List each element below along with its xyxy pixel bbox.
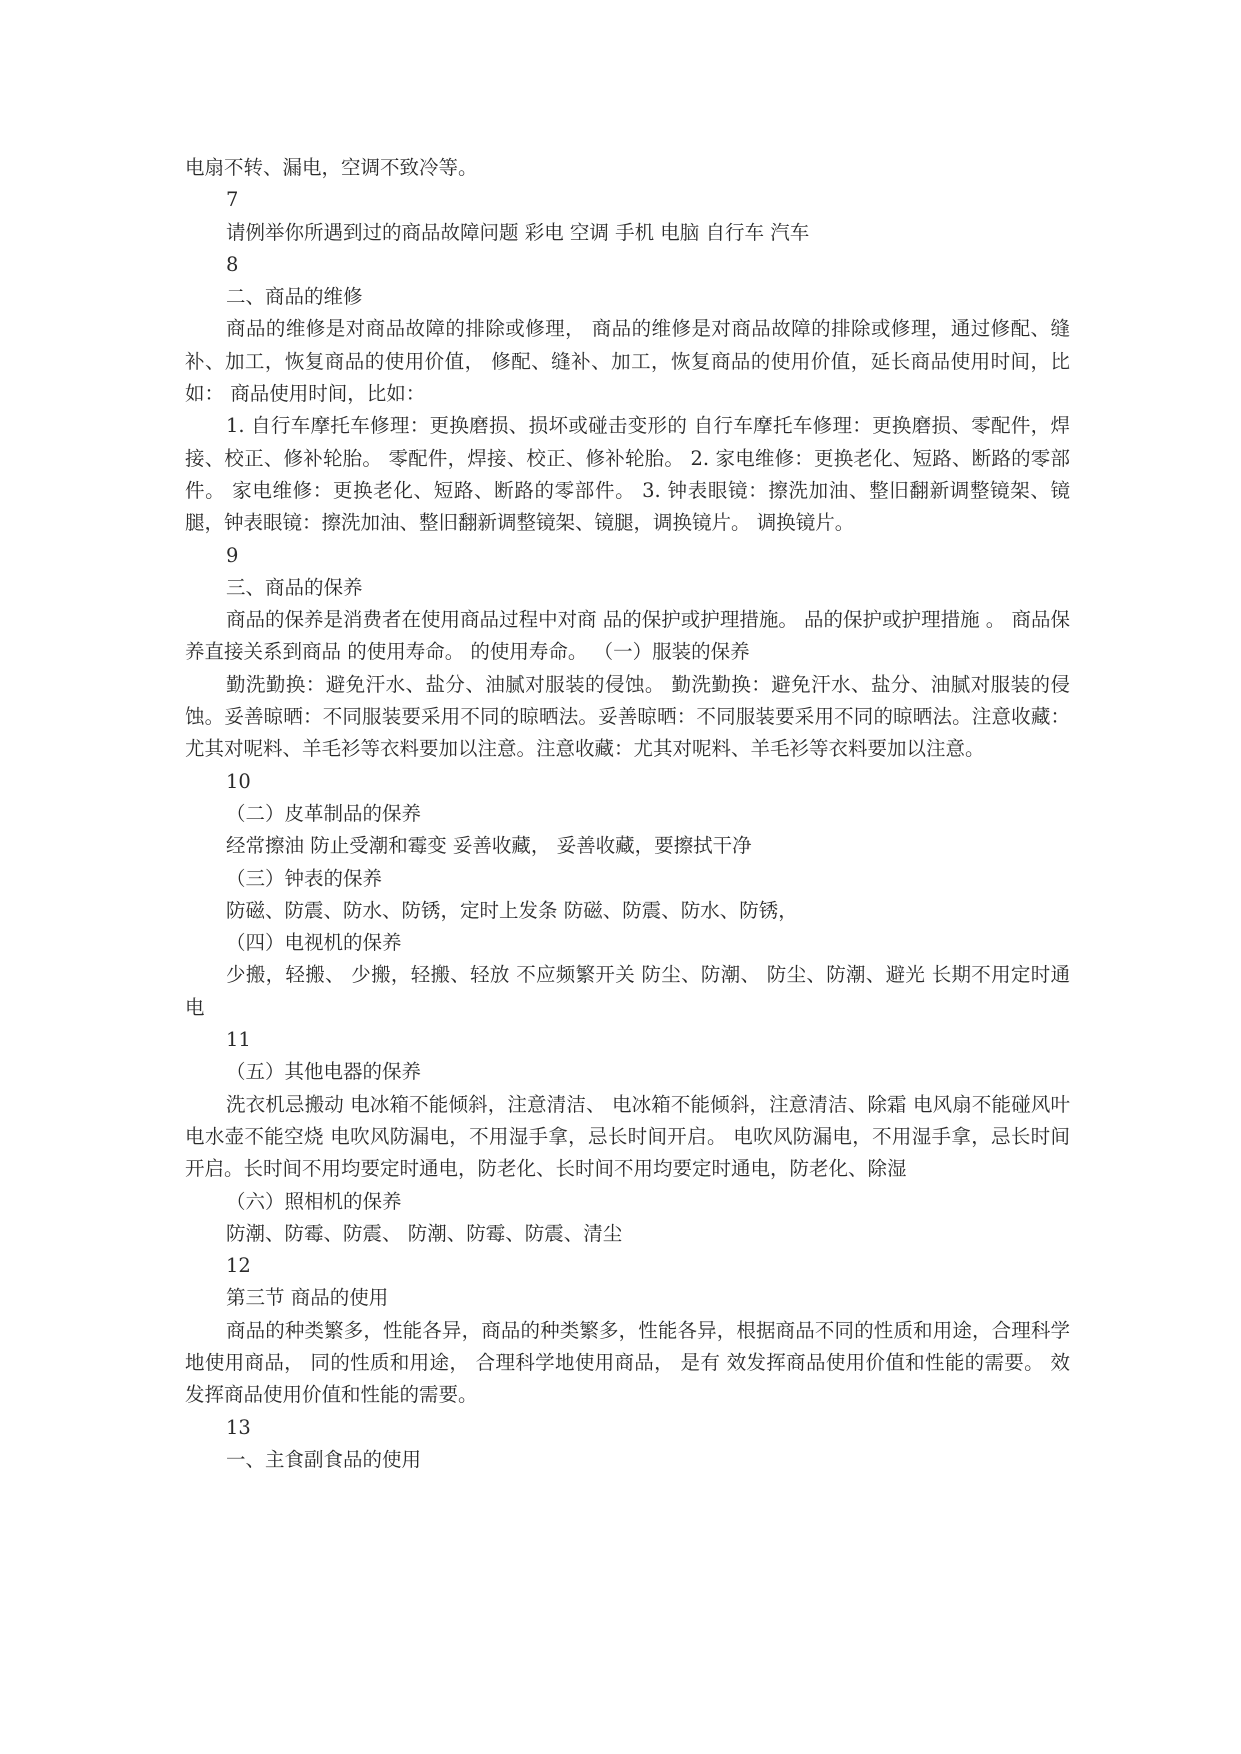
- paragraph: 商品的种类繁多，性能各异，商品的种类繁多，性能各异，根据商品不同的性质和用途，合理科学地使用商品， 同的性质和用途， 合理科学地使用商品， 是有 效发挥商品使用价值和性能的需要。 效发挥商品使用价值和性能的需要。: [185, 1318, 1070, 1407]
- slide-number: 7: [226, 188, 239, 212]
- subsection-heading: （二）皮革制品的保养: [226, 801, 422, 825]
- paragraph: 商品的维修是对商品故障的排除或修理， 商品的维修是对商品故障的排除或修理，通过修配、缝补、加工，恢复商品的使用价值， 修配、缝补、加工，恢复商品的使用价值，延长商品使用时间，比如： 商品使用时间，比如：: [185, 317, 1070, 406]
- slide-number: 12: [226, 1254, 251, 1278]
- paragraph: 1. 自行车摩托车修理：更换磨损、损坏或碰击变形的 自行车摩托车修理：更换磨损、零配件，焊接、校正、修补轮胎。 零配件，焊接、校正、修补轮胎。 2. 家电维修：更换老化、短路、断路的零部件。 家电维修：更换老化、短路、断路的零部件。 3. 钟表眼镜：擦洗加油、整旧翻新调整镜架、镜腿，钟表眼镜：擦洗加油、整旧翻新调整镜架、镜腿，调换镜片。 调换镜片。: [185, 414, 1070, 535]
- paragraph: 经常擦油 防止受潮和霉变 妥善收藏， 妥善收藏，要擦拭干净: [226, 834, 752, 858]
- paragraph-intro: 电扇不转、漏电，空调不致冷等。: [185, 156, 478, 179]
- subsection-heading: （三）钟表的保养: [226, 866, 383, 890]
- section-heading: 一、主食副食品的使用: [226, 1447, 422, 1471]
- slide-number: 11: [226, 1028, 251, 1052]
- paragraph: 防潮、防霉、防震、 防潮、防霉、防震、清尘: [226, 1221, 623, 1245]
- slide-number: 8: [226, 252, 239, 276]
- subsection-heading: （五）其他电器的保养: [226, 1060, 422, 1084]
- section-heading: 三、商品的保养: [226, 575, 363, 599]
- slide-number: 13: [226, 1415, 251, 1439]
- paragraph: 防磁、防震、防水、防锈，定时上发条 防磁、防震、防水、防锈，: [226, 898, 798, 922]
- paragraph: 勤洗勤换：避免汗水、盐分、油腻对服装的侵蚀。 勤洗勤换：避免汗水、盐分、油腻对服装的侵蚀。妥善晾晒：不同服装要采用不同的晾晒法。妥善晾晒：不同服装要采用不同的晾晒法。注意收藏：尤其对呢料、羊毛衫等衣料要加以注意。注意收藏：尤其对呢料、羊毛衫等衣料要加以注意。: [185, 672, 1070, 761]
- paragraph: 少搬，轻搬、 少搬，轻搬、轻放 不应频繁开关 防尘、防潮、 防尘、防潮、避光 长期不用定时通电: [185, 963, 1070, 1019]
- subsection-heading: （四）电视机的保养: [226, 931, 402, 955]
- document-body: [185, 152, 1070, 1476]
- section-heading: 第三节 商品的使用: [226, 1286, 389, 1310]
- slide-number: 10: [226, 769, 251, 793]
- paragraph: 商品的保养是消费者在使用商品过程中对商 品的保护或护理措施。 品的保护或护理措施 。 商品保养直接关系到商品 的使用寿命。 的使用寿命。 （一）服装的保养: [185, 608, 1070, 664]
- slide-number: 9: [226, 543, 239, 567]
- paragraph: 请例举你所遇到过的商品故障问题 彩电 空调 手机 电脑 自行车 汽车: [226, 220, 810, 244]
- paragraph: 洗衣机忌搬动 电冰箱不能倾斜，注意清洁、 电冰箱不能倾斜，注意清洁、除霜 电风扇不能碰风叶 电水壶不能空烧 电吹风防漏电，不用湿手拿，忌长时间开启。 电吹风防漏电，不用湿手拿，忌长时间开启。长时间不用均要定时通电，防老化、长时间不用均要定时通电，防老化、除湿: [185, 1092, 1070, 1181]
- section-heading: 二、商品的维修: [226, 285, 363, 309]
- subsection-heading: （六）照相机的保养: [226, 1189, 402, 1213]
